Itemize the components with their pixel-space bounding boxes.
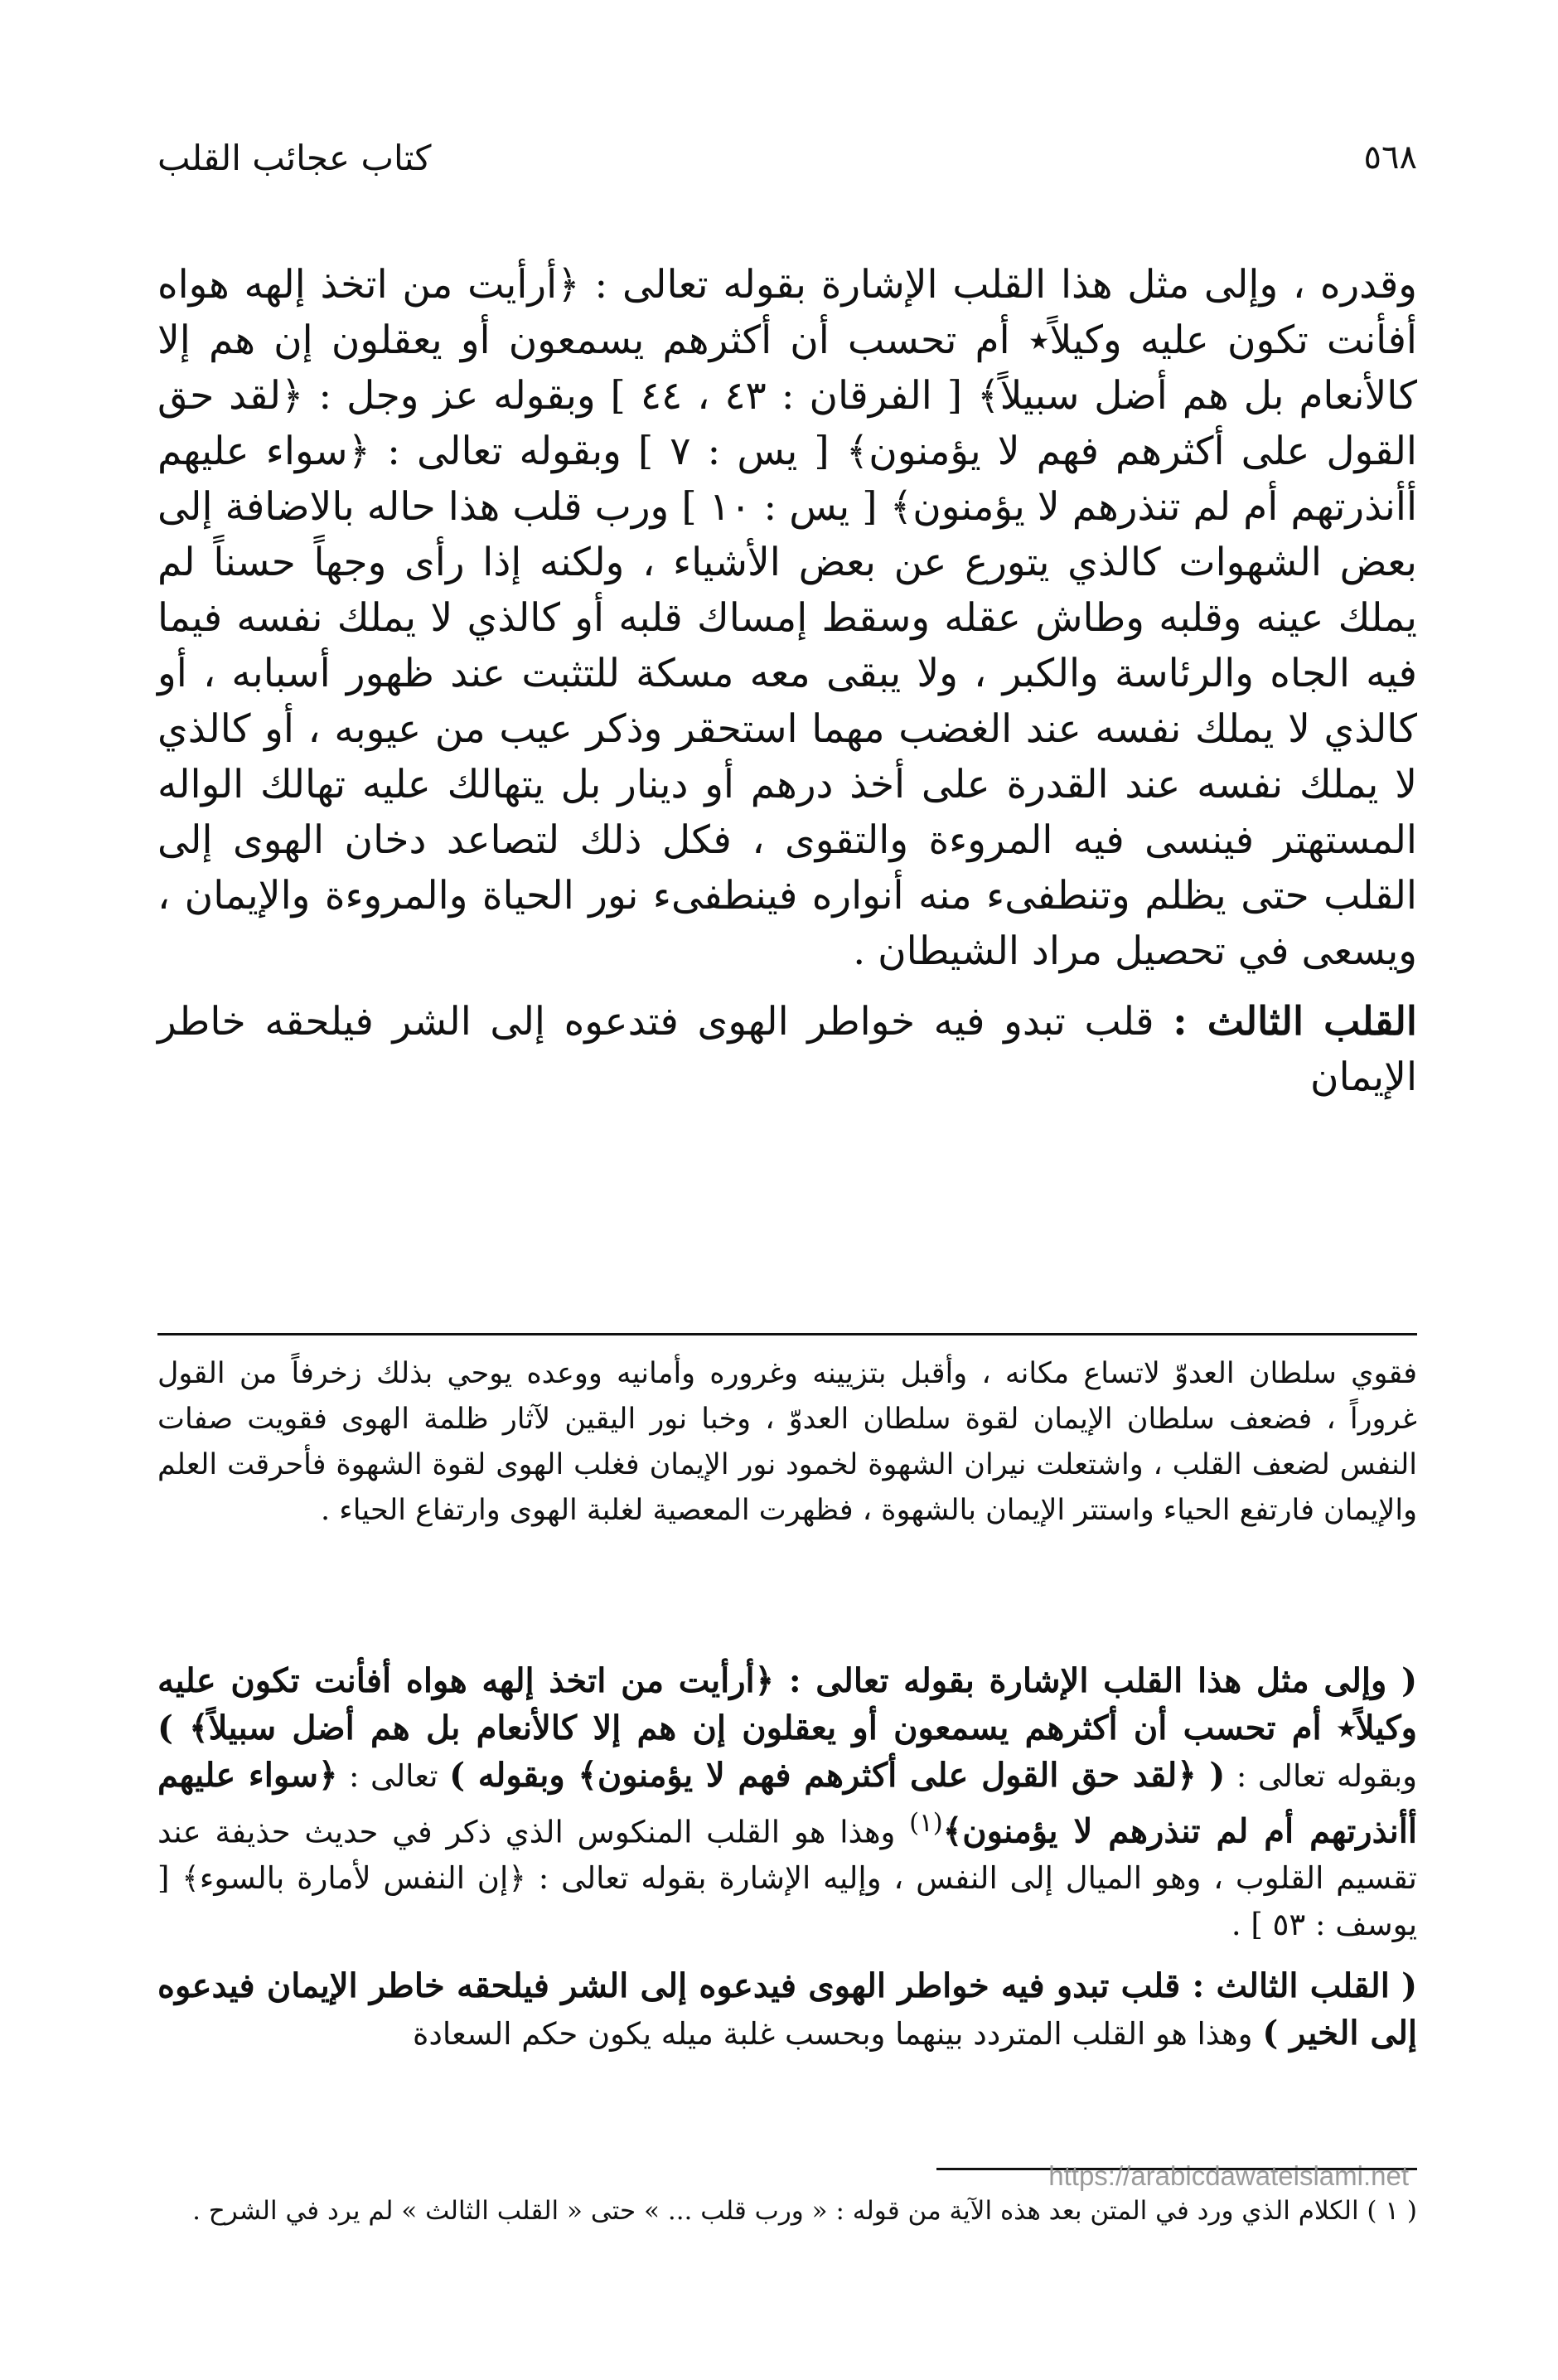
section-label: القلب الثالث : bbox=[1173, 999, 1417, 1045]
commentary-paragraph: فقوي سلطان العدوّ لاتساع مكانه ، وأقبل بتزيينه وغروره وأمانيه ووعده يوحي بذلك زخرفاً من القول غروراً ، فضعف سلطان الإيمان لقوة سلطان العدوّ ، وخبا نور اليقين لآثار ظلمة الهوى فقويت صفات النفس لضعف القلب ، واشتعلت نيران الشهوة لخمود نور الإيمان فغلب الهوى لقوة الشهوة فأحرقت العلم والإيمان فارتفع الحياء واستتر الإيمان بالشهوة ، فظهرت المعصية لغلبة الهوى وارتفاع الحياء . bbox=[157, 1357, 1417, 1527]
commentary-block bbox=[157, 1351, 1417, 1534]
footnote-text: ( ١ ) الكلام الذي ورد في المتن بعد هذه الآية من قوله : « ورب قلب ... » حتى « القلب الثالث » لم يرد في الشرح . bbox=[192, 2196, 1417, 2226]
commentary-text: وبقوله تعالى : bbox=[1225, 1758, 1418, 1794]
section-text: قلب تبدو فيه خواطر الهوى فتدعوه إلى الشر فيلحقه خاطر الإيمان bbox=[157, 999, 1417, 1100]
commentary-text: تعالى : bbox=[337, 1758, 450, 1794]
main-text-paragraph: وقدره ، وإلى مثل هذا القلب الإشارة بقوله تعالى : ﴿أرأيت من اتخذ إلهه هواه أفأنت تكون عليه وكيلاً٭ أم تحسب أن أكثرهم يسمعون أو يعقلون إن هم إلا كالأنعام بل هم أضل سبيلاً﴾ [ الفرقان : ٤٣ ، ٤٤ ] وبقوله عز وجل : ﴿لقد حق القول على أكثرهم فهم لا يؤمنون﴾ [ يس : ٧ ] وبقوله تعالى : ﴿سواء عليهم أأنذرتهم أم لم تنذرهم لا يؤمنون﴾ [ يس : ١٠ ] ورب قلب هذا حاله بالاضافة إلى بعض الشهوات كالذي يتورع عن بعض الأشياء ، ولكنه إذا رأى وجهاً حسناً لم يملك عينه وقلبه وطاش عقله وسقط إمساك قلبه أو كالذي لا يملك نفسه فيما فيه الجاه والرئاسة والكبر ، ولا يبقى معه مسكة للتثبت عند ظهور أسبابه ، أو كالذي لا يملك نفسه عند الغضب مهما استحقر وذكر عيب من عيوبه ، أو كالذي لا يملك نفسه عند القدرة على أخذ درهم أو دينار بل يتهالك عليه تهالك الواله المستهتر فينسى فيه المروءة والتقوى ، فكل ذلك لتصاعد دخان الهوى إلى القلب حتى يظلم وتنطفىء منه أنواره فينطفىء نور الحياة والمروءة والإيمان ، ويسعى في تحصيل مراد الشيطان . bbox=[157, 262, 1417, 974]
commentary-text: وهذا هو القلب المنكوس الذي ذكر في حديث حذيفة عند تقسيم القلوب ، وهو الميال إلى النفس ، وإليه الإشارة بقوله تعالى : ﴿إن النفس لأمارة بالسوء﴾ [ يوسف : ٥٣ ] . bbox=[157, 1814, 1417, 1943]
quoted-text: ( وإلى مثل هذا القلب الإشارة بقوله تعالى : ﴿أرأيت من اتخذ إلهه هواه أفأنت تكون عليه وكيلاً٭ أم تحسب أن أكثرهم يسمعون أو يعقلون إن هم إلا كالأنعام بل هم أضل سبيلاً﴾ ) bbox=[157, 1661, 1417, 1747]
commentary-paragraph bbox=[157, 1658, 1417, 1948]
book-page bbox=[157, 124, 1417, 2321]
divider-rule bbox=[157, 1333, 1417, 1335]
page-header bbox=[157, 124, 1417, 191]
quoted-text: ﴿سواء عليهم أأنذرتهم أم لم تنذرهم لا يؤمنون﴾ bbox=[157, 1756, 1417, 1851]
main-text bbox=[157, 257, 1417, 1105]
running-title: كتاب عجائب القلب bbox=[157, 137, 432, 178]
page-number: ٥٦٨ bbox=[1363, 138, 1417, 177]
footnote-reference: (١) bbox=[909, 1808, 943, 1838]
commentary-block-quotes bbox=[157, 1658, 1417, 2058]
quoted-text: ( ﴿لقد حق القول على أكثرهم فهم لا يؤمنون﴾ وبقوله ) bbox=[449, 1756, 1226, 1795]
commentary-text: وهذا هو القلب المتردد بينهما وبحسب غلبة ميله يكون حكم السعادة bbox=[413, 2016, 1263, 2053]
main-text-paragraph-heading bbox=[157, 994, 1417, 1105]
quoted-text: ( القلب الثالث : قلب تبدو فيه خواطر الهوى فيدعوه إلى الشر فيلحقه خاطر الإيمان فيدعوه إلى الخير ) bbox=[157, 1966, 1417, 2053]
commentary-paragraph bbox=[157, 1963, 1417, 2058]
watermark-url: https://arabicdawateislami.net bbox=[1048, 2160, 1409, 2191]
